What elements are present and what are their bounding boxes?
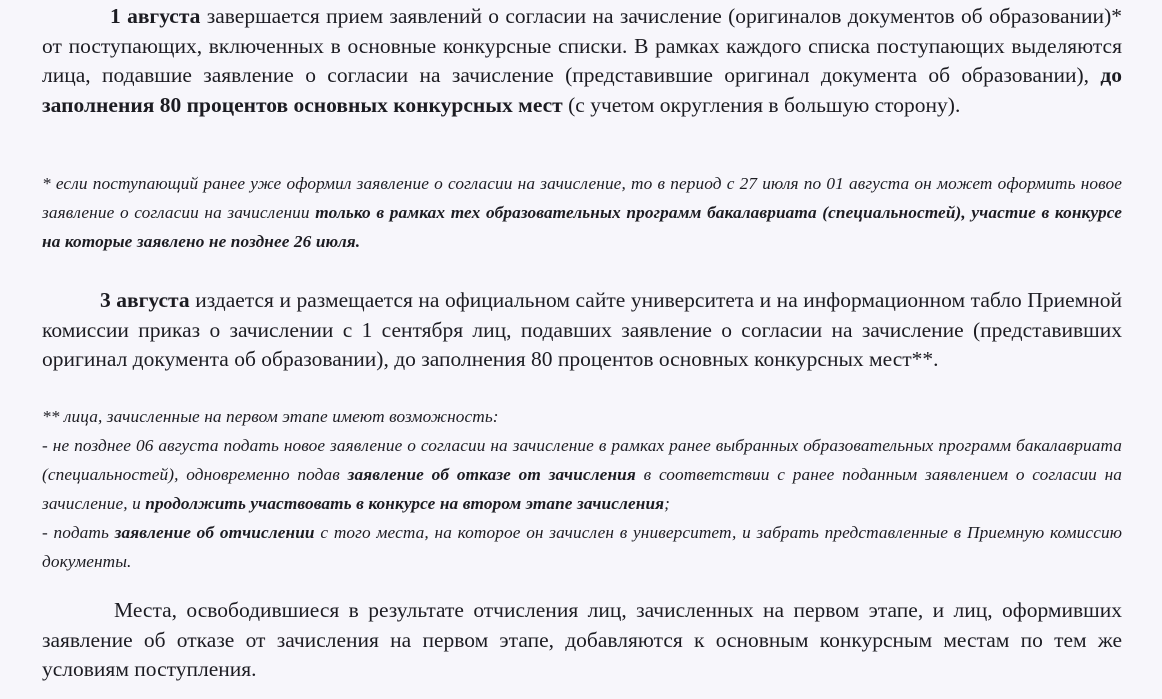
- date-august-1: 1 августа: [110, 4, 201, 28]
- paragraph-august-3: [42, 286, 1122, 375]
- paragraph-text: завершается прием заявлений о согласии на зачисление (оригиналов документов об образовании)* от поступающих, включенных в основные конкурсные списки. В рамках каждого списка поступающих выделяются лица, подавшие заявление о согласии на зачисление (представившие оригинал документа об образовании),: [42, 4, 1122, 87]
- footnote-bold-text: продолжить участвовать в конкурсе на втором этапе зачисления: [145, 494, 665, 513]
- paragraph-text: издается и размещается на официальном сайте университета и на информационном табло Приемной комиссии приказ о зачислении с 1 сентября лиц, подавших заявление о согласии на зачисление (представивших оригинал документа об образовании), до заполнения 80 процентов основных конкурсных мест**.: [42, 288, 1122, 371]
- paragraph-august-1: [42, 2, 1122, 120]
- footnote-item-2: [42, 518, 1122, 576]
- footnote-bold-text: заявление об отказе от зачисления: [347, 465, 636, 484]
- footnote-item-1: [42, 431, 1122, 518]
- footnote-text: - не позднее 06 августа подать новое заявление о согласии на зачисление в рамках ранее выбранных образовательных программ бакалавриата (специальностей), одновременно подав: [42, 436, 1122, 484]
- date-august-3: 3 августа: [100, 288, 190, 312]
- footnote-text: - подать: [42, 523, 115, 542]
- paragraph-vacated-places: Места, освободившиеся в результате отчисления лиц, зачисленных на первом этапе, и лиц, оформивших заявление об отказе от зачисления на первом этапе, добавляются к основным конкурсным местам по тем же условиям поступления.: [42, 598, 1122, 681]
- footnote-text: в соответствии с ранее поданным заявлением о согласии на зачисление, и: [42, 465, 1122, 513]
- footnote-1: [42, 169, 1122, 256]
- footnote-2: [42, 402, 1122, 576]
- footnote-intro: ** лица, зачисленные на первом этапе имеют возможность:: [42, 407, 499, 426]
- footnote-bold-text: только в рамках тех образовательных программ бакалавриата (специальностей), участие в конкурсе на которые заявлено не позднее 26 июля.: [42, 203, 1123, 251]
- footnote-text: с того места, на которое он зачислен в университет, и забрать представленные в Приемную комиссию документы.: [42, 523, 1122, 571]
- footnote-text: ;: [664, 494, 671, 513]
- bold-text: до заполнения 80 процентов основных конкурсных мест: [42, 63, 1122, 117]
- footnote-text: * если поступающий ранее уже оформил заявление о согласии на зачисление, то в период с 27 июля по 01 августа он может оформить новое заявление о согласии на зачислении: [42, 174, 1122, 222]
- paragraph-text: (с учетом округления в большую сторону).: [562, 92, 961, 117]
- footnote-bold-text: заявление об отчислении: [114, 523, 315, 542]
